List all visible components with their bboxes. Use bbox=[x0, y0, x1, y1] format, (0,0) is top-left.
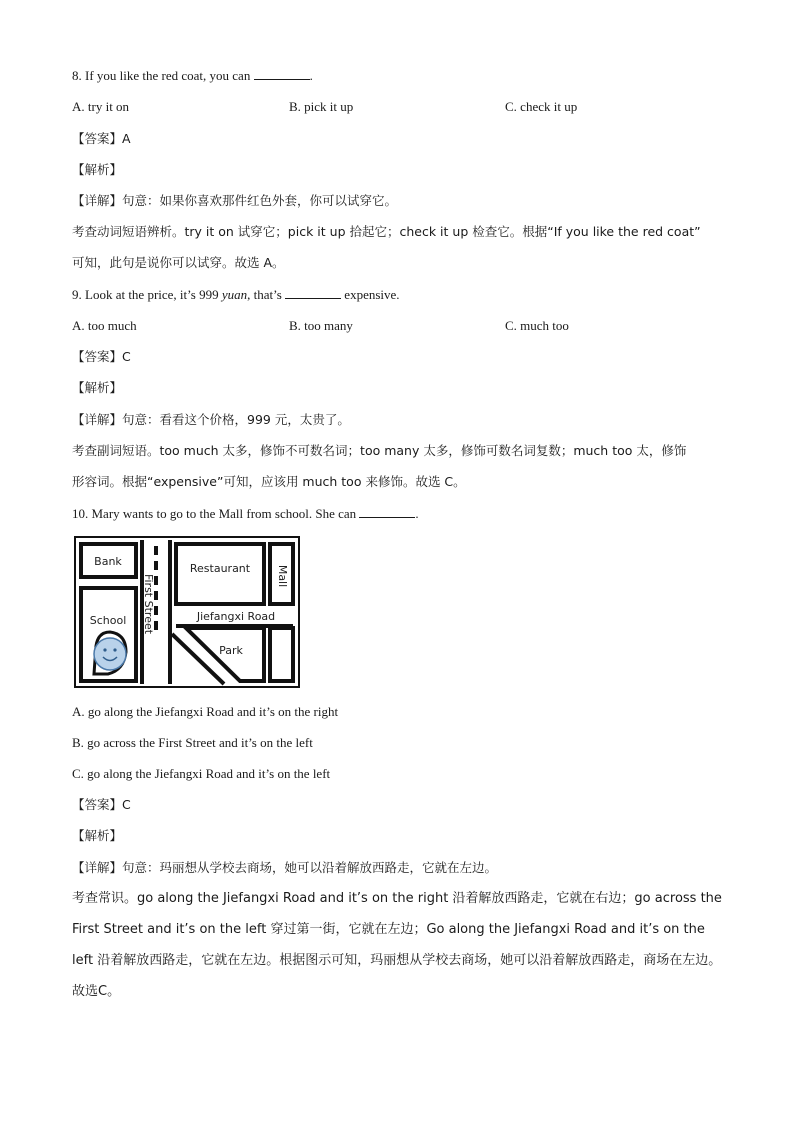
q10-stem-text: 10. Mary wants to go to the Mall from school. She can bbox=[72, 506, 360, 521]
q9-option-b: B. too many bbox=[289, 318, 353, 333]
q9-option-a: A. too much bbox=[72, 318, 137, 333]
q10-analysis-label: 【解析】 bbox=[72, 828, 123, 843]
q10-option-a: A. go along the Jiefangxi Road and it’s on the right bbox=[72, 704, 339, 719]
street-map bbox=[74, 536, 300, 688]
q8-option-c: C. check it up bbox=[505, 99, 578, 114]
q8-analysis-label: 【解析】 bbox=[72, 162, 123, 177]
q10-stem bbox=[72, 504, 419, 524]
q8-explain-2: 可知，此句是说你可以试穿。故选 A。 bbox=[72, 255, 285, 270]
q10-option-b: B. go across the First Street and it’s on the left bbox=[72, 735, 313, 750]
q10-blank bbox=[359, 504, 415, 518]
q9-stem-end: expensive. bbox=[341, 287, 400, 302]
label-bank: Bank bbox=[94, 555, 122, 568]
label-first-street: First Street bbox=[142, 573, 155, 635]
q8-explain-1: 考查动词短语辨析。try it on 试穿它；pick it up 拾起它；check it up 检查它。根据“If you like the red coat” bbox=[72, 224, 701, 239]
q10-stem-end: . bbox=[415, 506, 419, 521]
q8-option-a: A. try it on bbox=[72, 99, 130, 114]
q10-option-c: C. go along the Jiefangxi Road and it’s on the left bbox=[72, 766, 331, 781]
q9-blank bbox=[285, 285, 341, 299]
label-restaurant: Restaurant bbox=[189, 562, 251, 575]
q9-explain-2: 形容词。根据“expensive”可知，应该用 much too 来修饰。故选 C。 bbox=[72, 474, 466, 489]
label-mall: Mall bbox=[276, 564, 289, 588]
q8-stem-end: . bbox=[309, 68, 313, 83]
q8-answer: 【答案】A bbox=[72, 131, 131, 146]
label-jiefangxi-road: Jiefangxi Road bbox=[196, 610, 276, 623]
q8-stem-text: 8. If you like the red coat, you can bbox=[72, 68, 254, 83]
q8-blank bbox=[254, 66, 310, 80]
q8-option-b: B. pick it up bbox=[289, 99, 354, 114]
q9-yuan: yuan bbox=[221, 287, 248, 302]
label-school: School bbox=[89, 614, 127, 627]
label-park: Park bbox=[219, 644, 243, 657]
q9-analysis-label: 【解析】 bbox=[72, 380, 123, 395]
q10-answer: 【答案】C bbox=[72, 797, 131, 812]
q10-explain: 考查常识。go along the Jiefangxi Road and it’s on the right 沿着解放西路走，它就在右边；go across the First Street and it’s on the left 穿过第一街，它就在左边；Go along the Jiefangxi Road and it’s on the left 沿着解放西路走，它就在左边。根据图示可知，玛丽想从学校去商场，她可以沿着解放西路走，商场在左边。故选C。 bbox=[72, 891, 722, 999]
q9-stem bbox=[72, 285, 400, 305]
q8-detail: 【详解】句意：如果你喜欢那件红色外套，你可以试穿它。 bbox=[72, 193, 398, 208]
q9-stem-text: 9. Look at the price, it’s 999 bbox=[72, 287, 222, 302]
q9-detail: 【详解】句意：看看这个价格，999 元，太贵了。 bbox=[72, 412, 350, 427]
q9-option-c: C. much too bbox=[505, 318, 569, 333]
q8-stem bbox=[72, 66, 313, 86]
q10-detail: 【详解】句意：玛丽想从学校去商场，她可以沿着解放西路走，它就在左边。 bbox=[72, 860, 498, 875]
q9-answer: 【答案】C bbox=[72, 349, 131, 364]
q9-explain-1: 考查副词短语。too much 太多，修饰不可数名词；too many 太多，修饰可数名词复数；much too 太，修饰 bbox=[72, 443, 687, 458]
q9-stem-mid: , that’s bbox=[247, 287, 286, 302]
